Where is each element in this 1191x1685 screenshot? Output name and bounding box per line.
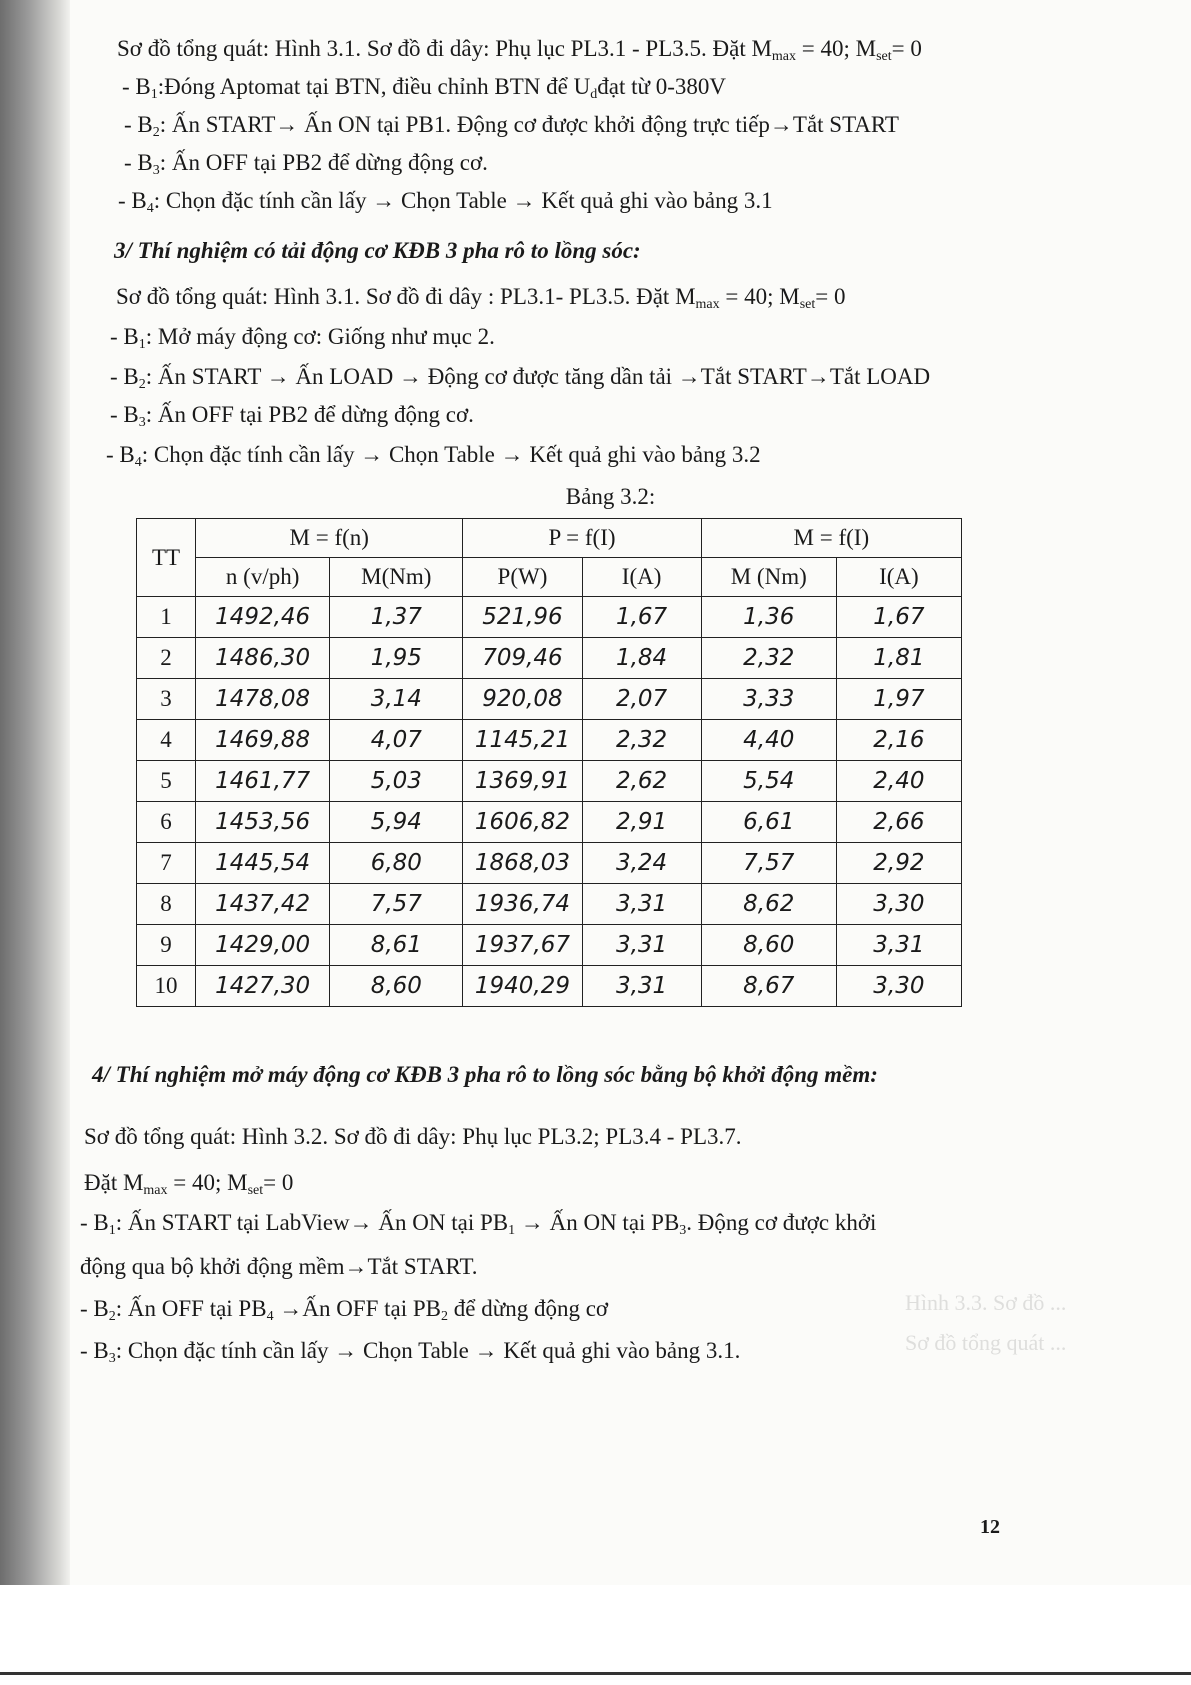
table-cell: 2,62 [582,761,701,802]
header-i-a: I(A) [582,558,701,597]
table-row [137,761,962,802]
table-row [137,679,962,720]
table-cell: 3,31 [582,966,701,1007]
section2-step-1: - $B_1:Đóng$ Aptomat tại BTN, điều chỉnh BTN để $U_dđạt$ từ 0-380V [122,74,726,102]
section3-diagram-line: Sơ đồ tổng quát: Hình 3.1. Sơ đồ đi dây : PL3.1- PL3.5. Đặt $M_{max} = 40$; $M_{set}= 0$ [116,284,846,312]
table-cell: 3,24 [582,843,701,884]
table-cell: 8,62 [701,884,836,925]
table-row [137,925,962,966]
header-group-m-f-n: M = f(n) [196,519,463,558]
bleed-through-text: Hình 3.3. Sơ đồ ... [905,1290,1067,1315]
row-index-cell: 6 [137,802,196,843]
table-caption: Bảng 3.2: [565,484,656,509]
table-cell: 1427,30 [196,966,330,1007]
page-number: 12 [980,1516,1000,1538]
header-m-nm-2: M (Nm) [701,558,836,597]
table-cell: 1145,21 [463,720,582,761]
table-cell: 1437,42 [196,884,330,925]
table-cell: 1478,08 [196,679,330,720]
table-cell: 7,57 [701,843,836,884]
header-p-w: P(W) [463,558,582,597]
table-cell: 1492,46 [196,597,330,638]
header-m-nm: M(Nm) [330,558,463,597]
table-cell: 6,80 [330,843,463,884]
table-cell: 1445,54 [196,843,330,884]
section3-heading: 3/ Thí nghiệm có tải động cơ KĐB 3 pha rô to lồng sóc: [114,238,641,263]
table-cell: 1429,00 [196,925,330,966]
table-cell: 8,60 [330,966,463,1007]
table-cell: 3,31 [836,925,961,966]
section3-step-4: - $B_4$: Chọn đặc tính cần lấy → Chọn Table → Kết quả ghi vào bảng 3.2 [106,442,761,470]
table-cell: 1,84 [582,638,701,679]
table-row [137,597,962,638]
table-row [137,843,962,884]
table-cell: 1,37 [330,597,463,638]
table-row [137,884,962,925]
header-tt: TT [137,519,196,597]
table-cell: 1,67 [836,597,961,638]
table-cell: 2,66 [836,802,961,843]
table-cell: 1940,29 [463,966,582,1007]
table-group-header-row [137,519,962,558]
table-cell: 8,61 [330,925,463,966]
table-cell: 8,67 [701,966,836,1007]
table-cell: 2,32 [582,720,701,761]
section2-step-3: - $B_3$: Ấn OFF tại PB2 để dừng động cơ. [124,150,488,178]
section4-step-1: - $B_1$: Ấn START tại LabView→ Ấn ON tại $PB_1$ → Ấn ON tại $PB_3$. Động cơ được khởi [80,1210,877,1238]
row-index-cell: 1 [137,597,196,638]
table-cell: 1,95 [330,638,463,679]
row-index-cell: 5 [137,761,196,802]
row-index-cell: 4 [137,720,196,761]
table-cell: 1937,67 [463,925,582,966]
table-cell: 4,40 [701,720,836,761]
table-cell: 1,81 [836,638,961,679]
table-row [137,720,962,761]
table-row [137,638,962,679]
table-cell: 1,67 [582,597,701,638]
table-cell: 2,92 [836,843,961,884]
section3-step-3: - $B_3$: Ấn OFF tại PB2 để dừng động cơ. [110,402,474,430]
table-cell: 1868,03 [463,843,582,884]
row-index-cell: 10 [137,966,196,1007]
table-cell: 7,57 [330,884,463,925]
table-body [137,597,962,1007]
row-index-cell: 9 [137,925,196,966]
table-cell: 2,40 [836,761,961,802]
section2-step-4: - $B_4$: Chọn đặc tính cần lấy → Chọn Table → Kết quả ghi vào bảng 3.1 [118,188,773,216]
row-index-cell: 8 [137,884,196,925]
section3-step-1: - $B_1$: Mở máy động cơ: Giống như mục 2. [110,324,495,352]
table-cell: 709,46 [463,638,582,679]
table-cell: 5,54 [701,761,836,802]
table-cell: 3,31 [582,884,701,925]
table-cell: 1469,88 [196,720,330,761]
section2-step-2: - $B_2$: Ấn START→ Ấn ON tại PB1. Động cơ được khởi động trực tiếp→Tắt START [124,112,899,140]
table-cell: 521,96 [463,597,582,638]
header-i-a-2: I(A) [836,558,961,597]
header-n: n (v/ph) [196,558,330,597]
table-cell: 2,07 [582,679,701,720]
row-index-cell: 2 [137,638,196,679]
bleed-through-text: Sơ đồ tổng quát ... [905,1330,1067,1355]
table-cell: 2,91 [582,802,701,843]
section4-heading: 4/ Thí nghiệm mở máy động cơ KĐB 3 pha rô to lồng sóc bằng bộ khởi động mềm: [92,1062,878,1087]
table-cell: 1461,77 [196,761,330,802]
table-cell: 3,30 [836,884,961,925]
section4-diagram-line: Sơ đồ tổng quát: Hình 3.2. Sơ đồ đi dây: Phụ lục PL3.2; PL3.4 - PL3.7. [84,1124,742,1149]
table-cell: 1936,74 [463,884,582,925]
table-cell: 3,31 [582,925,701,966]
table-cell: 6,61 [701,802,836,843]
section4-set-line: Đặt $M_{max} = 40$; $M_{set}= 0$ [84,1170,294,1198]
row-index-cell: 7 [137,843,196,884]
table-row [137,802,962,843]
table-cell: 1453,56 [196,802,330,843]
table-cell: 1,97 [836,679,961,720]
section3-step-2: - $B_2$: Ấn START → Ấn LOAD → Động cơ được tăng dần tải →Tắt START→Tắt LOAD [110,364,931,392]
table-cell: 1486,30 [196,638,330,679]
section4-step-1-cont: động qua bộ khởi động mềm→Tắt START. [80,1254,478,1279]
table-cell: 1606,82 [463,802,582,843]
book-spine-shadow [0,0,70,1685]
section4-step-2: - $B_2$: Ấn OFF tại $PB_4$ →Ấn OFF tại $PB_2$ để dừng động cơ [80,1296,609,1324]
results-table [136,518,962,1007]
table-cell: 1369,91 [463,761,582,802]
table-cell: 920,08 [463,679,582,720]
scan-bottom-margin [0,1585,1191,1685]
section4-step-3: - $B_3$: Chọn đặc tính cần lấy → Chọn Table → Kết quả ghi vào bảng 3.1. [80,1338,741,1366]
table-cell: 3,33 [701,679,836,720]
table-cell: 2,16 [836,720,961,761]
table-cell: 4,07 [330,720,463,761]
section2-diagram-line: Sơ đồ tổng quát: Hình 3.1. Sơ đồ đi dây: Phụ lục PL3.1 - PL3.5. Đặt $M_{max} = 40$; $M_{set}= 0$ [117,36,922,64]
table-cell: 5,94 [330,802,463,843]
table-cell: 3,30 [836,966,961,1007]
table-cell: 5,03 [330,761,463,802]
scan-edge-line [0,1672,1191,1675]
table-cell: 8,60 [701,925,836,966]
row-index-cell: 3 [137,679,196,720]
table-cell: 3,14 [330,679,463,720]
table-cell: 1,36 [701,597,836,638]
header-group-p-f-i: P = f(I) [463,519,701,558]
table-cell: 2,32 [701,638,836,679]
header-group-m-f-i: M = f(I) [701,519,961,558]
table-subheader-row [137,558,962,597]
table-row [137,966,962,1007]
